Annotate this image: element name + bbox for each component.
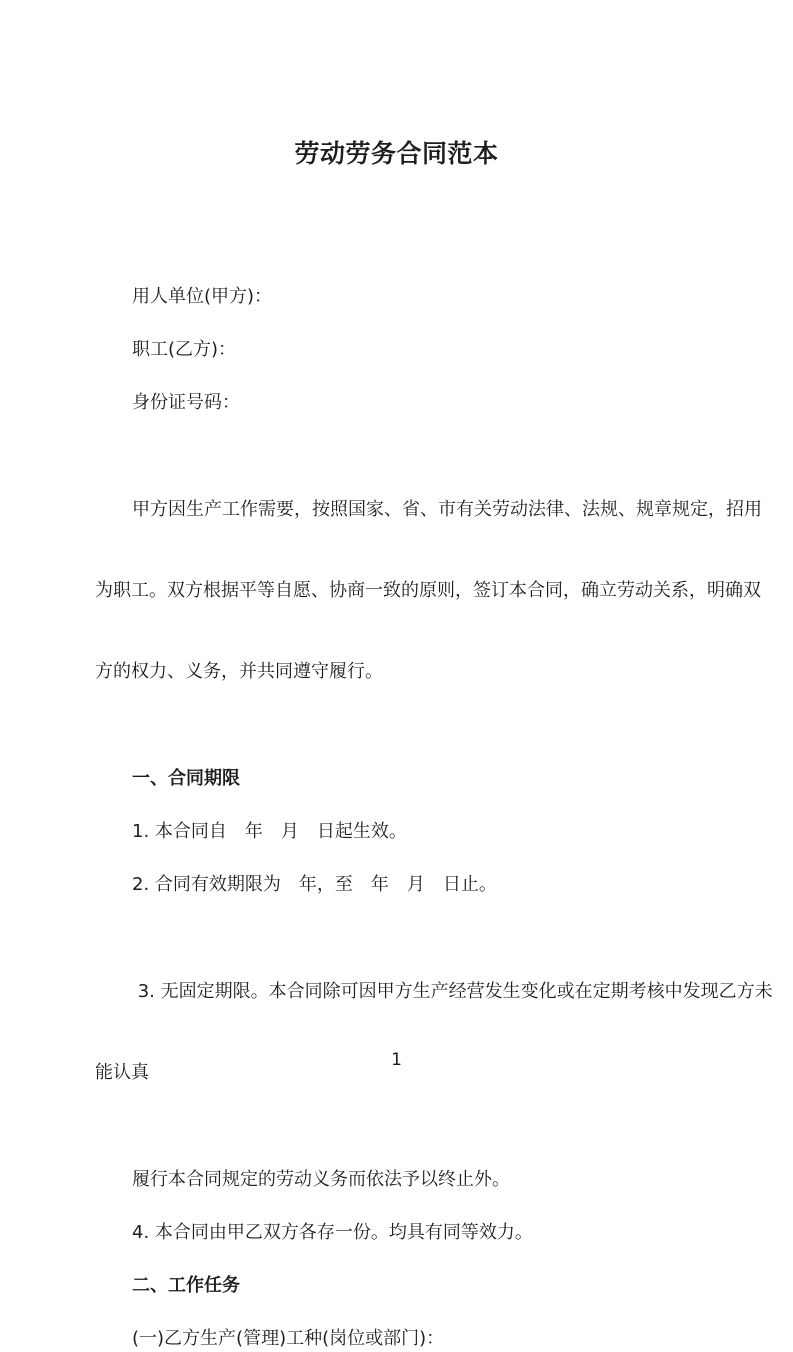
clause-1-3-line: 3. 无固定期限。本合同除可因甲方生产经营发生变化或在定期考核中发现乙方未 [132, 981, 773, 1002]
clause-2-1: (一)乙方生产(管理)工种(岗位或部门)： [132, 1328, 445, 1349]
clause-1-1: 1. 本合同自 年 月 日起生效。 [132, 821, 407, 842]
clause-1-2: 2. 合同有效期限为 年，至 年 月 日止。 [132, 874, 497, 895]
id-number-label: 身份证号码： [132, 392, 240, 413]
clause-1-3-line: 能认真 [95, 1062, 149, 1083]
preamble-line: 甲方因生产工作需要，按照国家、省、市有关劳动法律、法规、规章规定，招用 [132, 499, 762, 520]
section-2-heading: 二、工作任务 [132, 1275, 240, 1296]
clause-1-3-paragraph [95, 924, 775, 1140]
preamble-line: 方的权力、义务，并共同遵守履行。 [95, 661, 383, 682]
section-1-heading: 一、合同期限 [132, 768, 240, 789]
page-number: 1 [391, 1050, 402, 1070]
document-body [0, 283, 793, 1352]
document-title: 劳动劳务合同范本 [294, 139, 499, 168]
clause-1-4: 4. 本合同由甲乙双方各存一份。均具有同等效力。 [132, 1222, 533, 1243]
preamble-paragraph [95, 442, 775, 739]
preamble-line: 为职工。双方根据平等自愿、协商一致的原则，签订本合同，确立劳动关系，明确双 [95, 580, 761, 601]
party-a-label: 用人单位(甲方)： [132, 286, 273, 307]
clause-1-3-continued: 履行本合同规定的劳动义务而依法予以终止外。 [132, 1169, 510, 1190]
party-b-label: 职工(乙方)： [132, 339, 237, 360]
